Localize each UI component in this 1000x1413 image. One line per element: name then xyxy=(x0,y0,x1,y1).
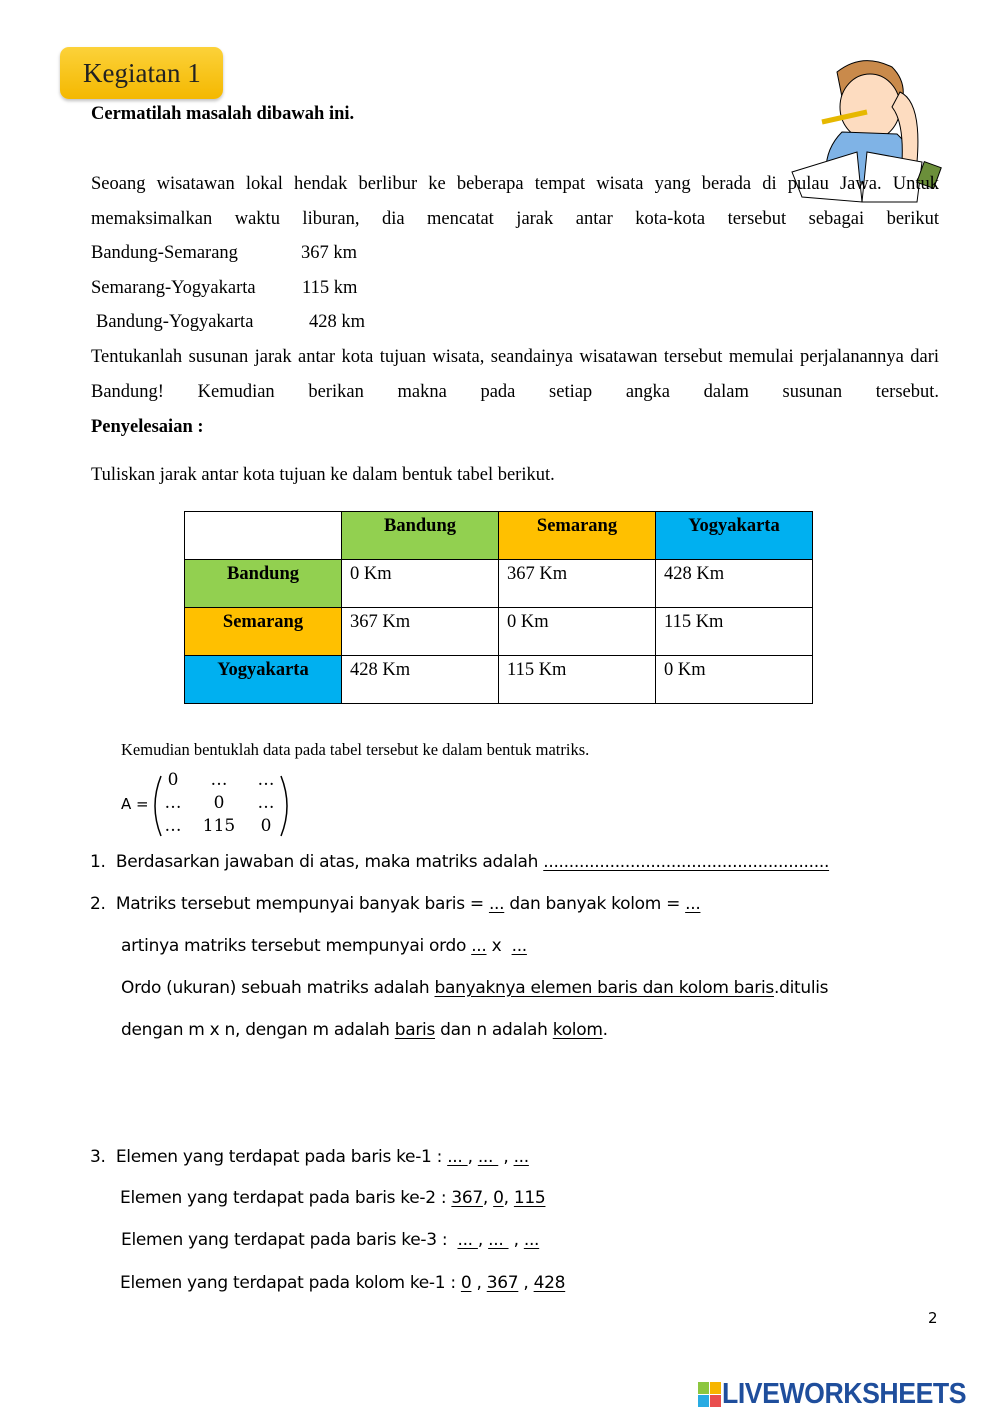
answer-blank[interactable]: ... xyxy=(513,1147,529,1167)
table-cell: 0 Km xyxy=(656,656,813,704)
table-cell: 428 Km xyxy=(656,560,813,608)
distance-row xyxy=(91,271,358,306)
matrix-a xyxy=(121,770,301,840)
table-cell: 115 Km xyxy=(499,656,656,704)
answer-blank[interactable]: ... xyxy=(447,1147,468,1167)
matrix-cell: … xyxy=(257,793,275,813)
activity-badge: Kegiatan 1 xyxy=(60,47,223,99)
matrix-cell: … xyxy=(210,770,228,790)
question-3-row-1: 3. Elemen yang terdapat pada baris ke-1 : ... , ... , ... xyxy=(90,1147,529,1167)
answer-blank[interactable]: ... xyxy=(488,1230,509,1250)
liveworksheets-logo xyxy=(698,1378,987,1411)
table-header-row xyxy=(185,512,813,560)
table-intro: Tuliskan jarak antar kota tujuan ke dalam bentuk tabel berikut. xyxy=(91,465,555,485)
matrix-cell: … xyxy=(257,770,275,790)
header-semarang: Semarang xyxy=(499,512,656,560)
answer-blank[interactable]: ... xyxy=(457,1230,478,1250)
table-cell: 367 Km xyxy=(342,608,499,656)
row-header: Bandung xyxy=(185,560,342,608)
matrix-intro: Kemudian bentuklah data pada tabel tersebut ke dalam bentuk matriks. xyxy=(121,740,590,759)
order-definition: Ordo (ukuran) sebuah matriks adalah banyaknya elemen baris dan kolom baris.ditulis xyxy=(121,978,829,998)
table-corner-cell xyxy=(185,512,342,560)
solution-label: Penyelesaian : xyxy=(91,417,204,437)
distance: 115 km xyxy=(302,278,358,298)
table-row xyxy=(185,656,813,704)
order-definition-2: dengan m x n, dengan m adalah baris dan n adalah kolom. xyxy=(121,1020,608,1040)
question-1: 1. Berdasarkan jawaban di atas, maka matriks adalah ........................................................ xyxy=(90,852,830,872)
table-cell: 367 Km xyxy=(499,560,656,608)
distance-row xyxy=(91,236,358,271)
distance: 367 km xyxy=(301,243,358,263)
table-cell: 0 Km xyxy=(342,560,499,608)
instruction-heading: Cermatilah masalah dibawah ini. xyxy=(91,104,355,124)
row-header: Yogyakarta xyxy=(185,656,342,704)
distance-row xyxy=(96,305,366,340)
answer-blank[interactable]: ... xyxy=(523,1230,540,1250)
row-header: Semarang xyxy=(185,608,342,656)
table-row xyxy=(185,560,813,608)
page-number: 2 xyxy=(928,1309,938,1327)
matrix-cell: 0 xyxy=(167,770,179,790)
answer-blank[interactable]: ........................................................ xyxy=(543,852,830,872)
problem-paragraph: Seoang wisatawan lokal hendak berlibur ke beberapa tempat wisata yang berada di pulau Jawa. Untuk memaksimalkan waktu liburan, dia mencatat jarak antar kota-kota tersebut sebagai berikut xyxy=(91,174,939,229)
logo-text: LIVEWORKSHEETS xyxy=(722,1378,967,1410)
question-paragraph: Tentukanlah susunan jarak antar kota tujuan wisata, seandainya wisatawan tersebut memulai perjalanannya dari Bandung! Kemudian berikan makna pada setiap angka dalam susunan tersebut. xyxy=(91,347,939,402)
answer-blank[interactable]: ... xyxy=(488,894,505,914)
matrix-label: A = xyxy=(121,795,149,813)
table-row xyxy=(185,608,813,656)
route: Bandung-Semarang xyxy=(91,243,238,263)
matrix-cell: 0 xyxy=(213,793,225,813)
distance: 428 km xyxy=(309,312,366,332)
question-2: 2. Matriks tersebut mempunyai banyak baris = ... dan banyak kolom = ... xyxy=(90,894,701,914)
matrix-cell: … xyxy=(164,816,182,836)
distance-table xyxy=(184,511,813,704)
answer-blank[interactable]: ... xyxy=(511,936,527,956)
matrix-cell: … xyxy=(164,793,182,813)
table-cell: 428 Km xyxy=(342,656,499,704)
order-line: artinya matriks tersebut mempunyai ordo ... x ... xyxy=(121,936,527,956)
question-3-row-3: Elemen yang terdapat pada baris ke-3 : ... , ... , ... xyxy=(121,1230,540,1250)
logo-icon xyxy=(698,1382,722,1408)
table-cell: 115 Km xyxy=(656,608,813,656)
matrix-cell: 115 xyxy=(202,816,236,836)
question-3-col-1: Elemen yang terdapat pada kolom ke-1 : 0 , 367 , 428 xyxy=(120,1273,566,1293)
answer-blank[interactable]: ... xyxy=(471,936,487,956)
question-3-row-2: Elemen yang terdapat pada baris ke-2 : 367, 0, 115 xyxy=(120,1188,546,1208)
header-yogyakarta: Yogyakarta xyxy=(656,512,813,560)
answer-blank[interactable]: ... xyxy=(685,894,701,914)
answer-blank[interactable]: ... xyxy=(477,1147,499,1167)
route: Bandung-Yogyakarta xyxy=(96,312,254,332)
route: Semarang-Yogyakarta xyxy=(91,278,256,298)
header-bandung: Bandung xyxy=(342,512,499,560)
table-cell: 0 Km xyxy=(499,608,656,656)
matrix-cell: 0 xyxy=(260,816,272,836)
